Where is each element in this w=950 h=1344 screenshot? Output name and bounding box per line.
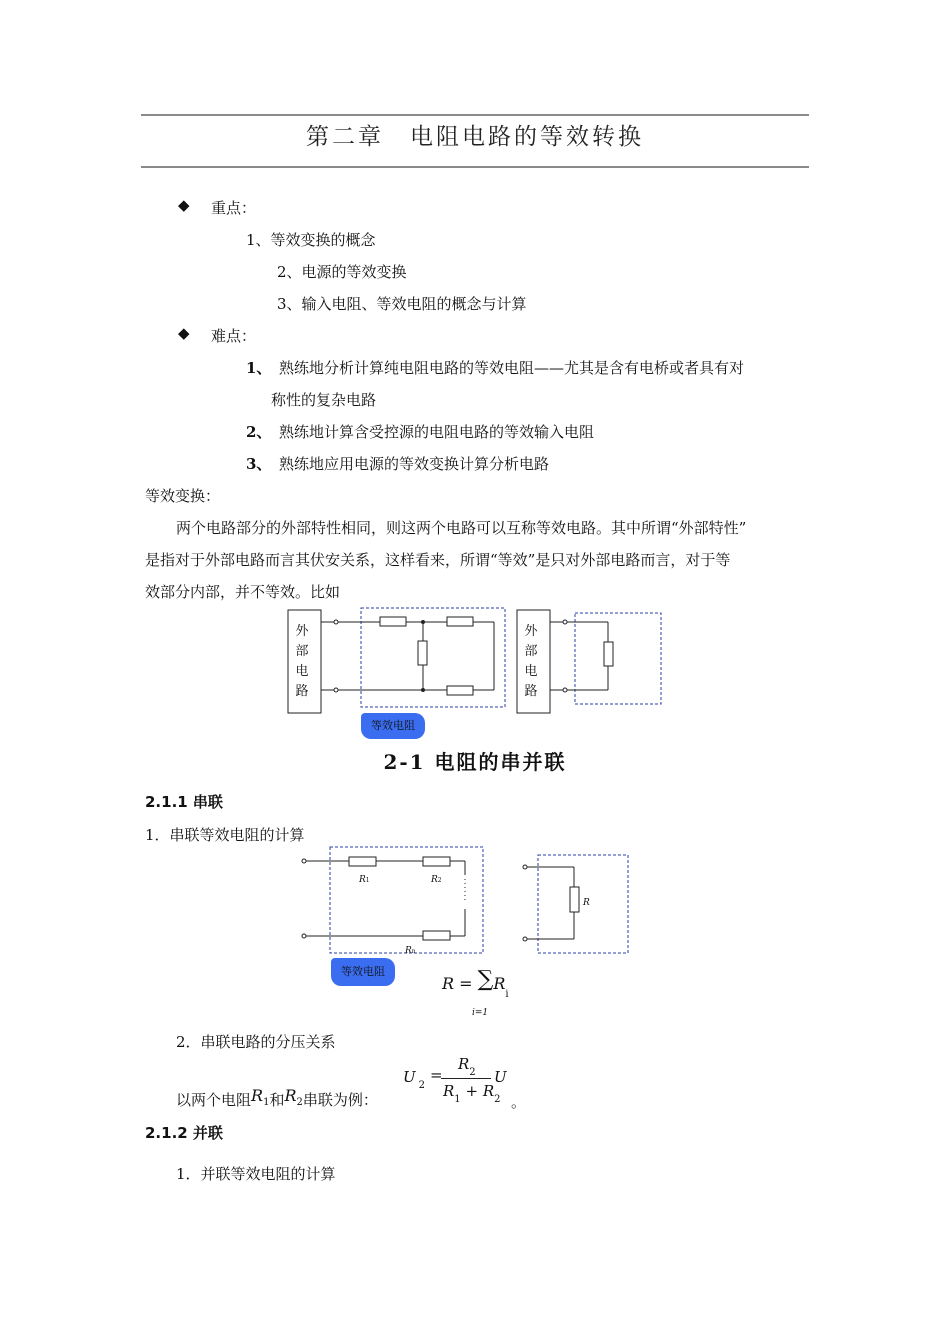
subsection-series: 2.1.1 串联 — [145, 793, 223, 811]
difficulty-3-num: 3、 — [246, 455, 272, 473]
key-points-label: 重点： — [211, 199, 257, 217]
difficulty-3-text: 熟练地应用电源的等效变换计算分析电路 — [279, 455, 550, 473]
difficulty-1-cont: 称性的复杂电路 — [271, 391, 377, 409]
equiv-para-line-3: 效部分内部，并不等效。比如 — [145, 583, 341, 601]
top-rule — [141, 114, 809, 116]
bullet-diamond-icon: ◆ — [178, 196, 190, 214]
label-r: R — [583, 898, 590, 908]
divider-numerator: $R_2$ — [458, 1055, 476, 1078]
label-rn: Rn — [405, 946, 416, 956]
label-r1: R1 — [359, 875, 370, 885]
external-circuit-label-1: 外 部 电 路 — [295, 624, 309, 699]
divider-denominator: $R_1 + R_2$ — [443, 1082, 501, 1105]
equiv-para-line-1: 两个电路部分的外部特性相同，则这两个电路可以互称等效电路。其中所谓“外部特性” — [176, 519, 747, 537]
series-item-1: 1．串联等效电阻的计算 — [145, 826, 305, 844]
key-point-2: 2、电源的等效变换 — [277, 263, 407, 281]
sum-lower-limit: i=1 — [472, 1008, 489, 1018]
section-title: 2-1 电阻的串并联 — [383, 750, 567, 774]
series-item-2: 2．串联电路的分压关系 — [176, 1033, 336, 1051]
difficulties-label: 难点： — [211, 327, 257, 345]
divider-sentence: 以两个电阻R1和R2串联为例： — [176, 1086, 378, 1109]
equiv-para-line-2: 是指对于外部电路而言其伏安关系，这样看来，所谓“等效”是只对外部电路而言，对于等 — [145, 551, 731, 569]
difficulty-2-text: 熟练地计算含受控源的电阻电路的等效输入电阻 — [279, 423, 595, 441]
bottom-rule — [141, 166, 809, 168]
equiv-heading: 等效变换： — [145, 487, 221, 505]
equivalent-resistance-callout: 等效电阻 — [361, 713, 425, 739]
chapter-title: 第二章 电阻电路的等效转换 — [306, 124, 644, 150]
key-point-1: 1、等效变换的概念 — [246, 231, 376, 249]
equivalent-resistance-callout-2: 等效电阻 — [331, 958, 395, 986]
difficulty-1-num: 1、 — [246, 359, 272, 377]
bullet-diamond-icon: ◆ — [178, 324, 190, 342]
external-circuit-label-2: 外 部 电 路 — [524, 624, 538, 699]
key-point-3: 3、输入电阻、等效电阻的概念与计算 — [277, 295, 527, 313]
parallel-item-1: 1．并联等效电阻的计算 — [176, 1165, 336, 1183]
divider-tail: U — [494, 1068, 507, 1086]
divider-lhs: U $_2$ — [403, 1068, 426, 1091]
divider-eq: = — [430, 1066, 443, 1084]
difficulty-2-num: 2、 — [246, 423, 272, 441]
difficulty-1-text: 熟练地分析计算纯电阻电路的等效电阻——尤其是含有电桥或者具有对 — [279, 359, 745, 377]
equivalence-figure — [280, 604, 670, 744]
fraction-bar — [441, 1078, 491, 1079]
divider-end-period: 。 — [511, 1093, 527, 1111]
sum-formula: $R = \sum R_i$ — [442, 967, 509, 1000]
subsection-parallel: 2.1.2 并联 — [145, 1124, 223, 1142]
label-r2: R2 — [431, 875, 442, 885]
